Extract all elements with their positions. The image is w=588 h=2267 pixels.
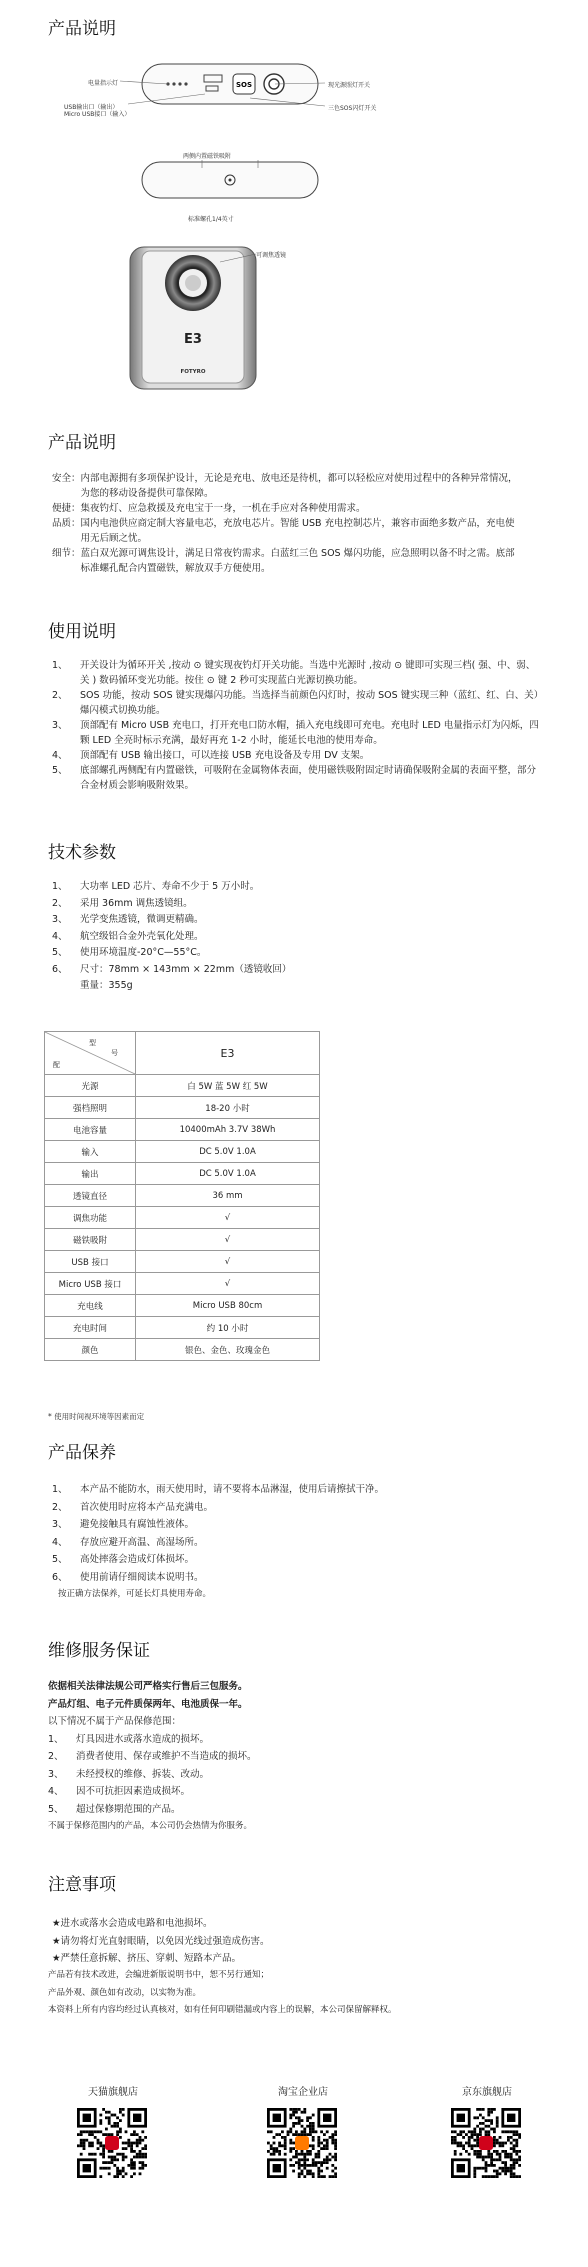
front-model-text: E3 <box>184 332 202 347</box>
table-footnote: * 使用时间视环境等因素而定 <box>48 1412 145 1421</box>
usage-item: 5、 底部螺孔两侧配有内置磁铁，可吸附在金属物体表面，使用磁铁吸附固定时请确保吸附金属的表面平整，部分合金材质会影响吸附效果。 <box>52 765 537 791</box>
repair-item: 5、 超过保修期范围的产品。 <box>48 1803 181 1815</box>
desc-item: 品质： 国内电池供应商定制大容量电芯，充放电芯片。智能 USB 充电控制芯片，兼容市面绝多数产品，充电使用无后顾之忧。 <box>52 518 515 544</box>
lens-leader-line <box>220 248 280 268</box>
notice-p2: 产品外观、颜色如有改动，以实物为准。 <box>48 1987 202 1998</box>
qr-code-tmall[interactable] <box>77 2108 147 2178</box>
label-light-switch: 现光源照灯开关 <box>328 82 371 89</box>
usage-item: 4、 顶部配有 USB 输出接口，可以连接 USB 充电设备及专用 DV 支架。 <box>52 750 370 761</box>
spec-item: 2、 采用 36mm 调焦透镜组。 <box>52 897 193 909</box>
spec-weight: 重量：355g <box>80 980 133 991</box>
repair-item: 4、 因不可抗拒因素造成损坏。 <box>48 1786 191 1797</box>
qr-code-jd[interactable] <box>451 2108 521 2178</box>
label-lens: 可调焦透镜 <box>256 252 287 259</box>
spec-item: 5、 使用环境温度-20°C—55°C。 <box>52 947 207 958</box>
care-item: 3、 避免接触具有腐蚀性液体。 <box>52 1519 195 1530</box>
table-row: 输入 DC 5.0V 1.0A <box>45 1141 320 1163</box>
bottom-view-drawing <box>140 160 320 200</box>
notice-item: ★严禁任意拆解、挤压、穿刺、短路本产品。 <box>52 1953 242 1964</box>
desc-item: 便捷： 集夜钓灯、应急救援及充电宝于一身，一机在手应对各种使用需求。 <box>52 503 366 514</box>
repair-bold-2: 产品灯组、电子元件质保两年、电池质保一年。 <box>48 1698 248 1710</box>
care-note: 按正确方法保养，可延长灯具使用寿命。 <box>58 1589 212 1599</box>
label-micro-usb-in: Micro USB接口（输入） <box>64 111 131 118</box>
care-item: 6、 使用前请仔细阅读本说明书。 <box>52 1571 204 1583</box>
label-sos-switch: 三色SOS闪灯开关 <box>328 105 377 112</box>
store-label-tmall: 天猫旗舰店 <box>88 2087 138 2098</box>
table-row: USB 接口 √ <box>45 1251 320 1273</box>
care-item: 2、 首次使用时应将本产品充满电。 <box>52 1501 214 1513</box>
table-row: 磁铁吸附 √ <box>45 1229 320 1251</box>
table-row: 颜色 银色、金色、玫瑰金色 <box>45 1339 320 1361</box>
qr-code-icon <box>77 2108 147 2178</box>
repair-item: 3、 未经授权的维修、拆装、改动。 <box>48 1768 210 1780</box>
spec-item: 1、 大功率 LED 芯片、寿命不少于 5 万小时。 <box>52 881 260 892</box>
intro-title: 产品说明 <box>48 19 116 39</box>
qr-code-taobao[interactable] <box>267 2108 337 2178</box>
svg-text:SOS: SOS <box>235 81 253 89</box>
label-power-indicator: 电量指示灯 <box>88 80 119 87</box>
spec-item: 3、 光学变焦透镜，微调更精确。 <box>52 914 204 925</box>
notice-p3: 本资料上所有内容均经过认真核对，如有任何印刷错漏或内容上的误解，本公司保留解释权。 <box>48 2005 397 2015</box>
spec-list <box>52 879 542 995</box>
spec-title: 技术参数 <box>48 843 116 863</box>
notice-item: ★请勿将灯光直射眼睛，以免因光线过强造成伤害。 <box>52 1935 270 1947</box>
spec-item: 4、 航空级铝合金外壳氧化处理。 <box>52 930 204 942</box>
repair-title: 维修服务保证 <box>48 1641 150 1661</box>
notice-list <box>52 1915 547 1968</box>
table-row: 调焦功能 √ <box>45 1207 320 1229</box>
spec-table <box>44 1031 320 1361</box>
usage-title: 使用说明 <box>48 622 116 642</box>
repair-bold-1: 依据相关法律法规公司严格实行售后三包服务。 <box>48 1681 248 1692</box>
table-row: Micro USB 接口 √ <box>45 1273 320 1295</box>
repair-item: 1、 灯具因进水或落水造成的损坏。 <box>48 1733 210 1745</box>
svg-text:FOTYRO: FOTYRO <box>180 369 206 375</box>
table-row: 充电时间 约 10 小时 <box>45 1317 320 1339</box>
spec-item: 6、 尺寸：78mm × 143mm × 22mm（透镜收回） <box>52 963 292 975</box>
repair-block <box>48 1678 543 1836</box>
description-list <box>52 471 522 576</box>
store-label-jd: 京东旗舰店 <box>462 2087 512 2098</box>
desc-item: 细节： 蓝白双光源可调焦设计，满足日常夜钓需求。白蓝红三色 SOS 爆闪功能，应急照明以备不时之需。底部标准螺孔配合内置磁铁，解放双手方便使用。 <box>52 548 515 574</box>
usage-item: 3、 顶部配有 Micro USB 充电口，打开充电口防水帽，插入充电线即可充电。充电时 LED 电量指示灯为闪烁，四颗 LED 全亮时标示充满，最好再充 1-2 小时，能延长电池的使用寿命。 <box>52 720 539 746</box>
usage-item: 2、 SOS 功能，按动 SOS 键实现爆闪功能。当选择当前颜色闪灯时，按动 SOS 键实现三种（蓝红、红、白、关）爆闪模式切换功能。 <box>52 690 539 716</box>
table-row: 充电线 Micro USB 80cm <box>45 1295 320 1317</box>
usage-item: 1、 开关设计为循环开关 ,按动 ⊙ 键实现夜钓灯开关功能。当选中光源时 ,按动 ⊙ 键即可实现三档( 强、中、弱、关 ) 数码循环变光功能。按住 ⊙ 键 2 秒可实现蓝白光源切换功能。 <box>52 660 536 686</box>
label-usb-out: USB输出口（输出） <box>64 104 119 111</box>
repair-note: 不属于保修范围内的产品，本公司仍会热情为你服务。 <box>48 1821 253 1831</box>
desc-item: 安全： 内部电源拥有多项保护设计，无论是充电、放电还是待机，都可以轻松应对使用过程中的各种异常情况，为您的移动设备提供可靠保障。 <box>52 473 518 499</box>
notice-item: ★进水或落水会造成电路和电池损坏。 <box>52 1918 213 1929</box>
diagram-leader-lines <box>0 0 588 140</box>
notice-title: 注意事项 <box>48 1875 116 1895</box>
qr-code-icon <box>451 2108 521 2178</box>
table-row: 光源 白 5W 蓝 5W 红 5W <box>45 1075 320 1097</box>
care-item: 1、 本产品不能防水，雨天使用时，请不要将本品淋湿，使用后请擦拭干净。 <box>52 1484 385 1495</box>
desc-title: 产品说明 <box>48 433 116 453</box>
qr-code-icon <box>267 2108 337 2178</box>
usage-list <box>52 658 542 793</box>
label-screw: 标准螺孔1/4英寸 <box>188 216 234 223</box>
care-item: 5、 高处摔落会造成灯体损坏。 <box>52 1554 195 1565</box>
table-corner-cell: 型 号 配 <box>45 1032 136 1075</box>
bottom-view-diagram <box>140 160 320 200</box>
table-model: E3 <box>136 1032 320 1075</box>
table-row: 强档照明 18-20 小时 <box>45 1097 320 1119</box>
table-row: 输出 DC 5.0V 1.0A <box>45 1163 320 1185</box>
table-row: 电池容量 10400mAh 3.7V 38Wh <box>45 1119 320 1141</box>
notice-p1: 产品若有技术改进，会编进新版说明书中，恕不另行通知； <box>48 1970 270 1980</box>
notice-paragraphs <box>48 1967 548 2020</box>
label-magnet: 两侧内置磁铁吸附 <box>183 153 232 160</box>
repair-item: 2、 消费者使用、保存或维护不当造成的损坏。 <box>48 1751 257 1762</box>
store-label-taobao: 淘宝企业店 <box>278 2087 328 2098</box>
table-header-row <box>45 1032 320 1075</box>
care-item: 4、 存放应避开高温、高湿场所。 <box>52 1536 204 1548</box>
care-title: 产品保养 <box>48 1443 116 1463</box>
table-row: 透镜直径 36 mm <box>45 1185 320 1207</box>
repair-intro: 以下情况不属于产品保修范围： <box>48 1716 182 1727</box>
care-list <box>52 1481 542 1604</box>
